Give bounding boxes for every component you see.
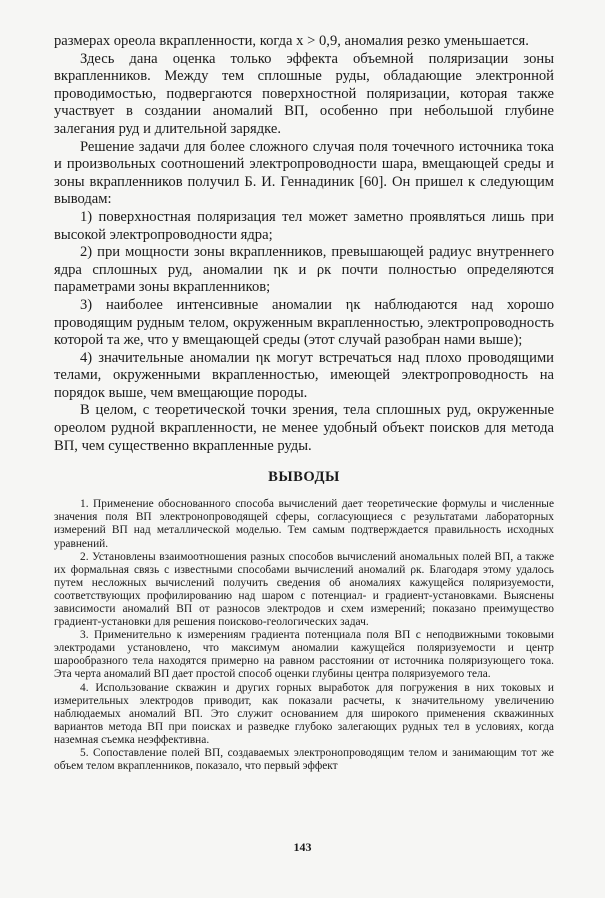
page-body [54,33,554,773]
conclusion-list-item: 4) значительные аномалии ηк могут встречаться над плохо проводящими телами, окруженными вкрапленностью, имеющей электропроводность на порядок выше, чем вмещающие породы. [54,349,554,401]
conclusions-item: 1. Применение обоснованного способа вычислений дает теоретические формулы и численные значения поля ВП электронопроводящей сферы, согласующиеся с результатами лабораторных измерений ВП над металлической моделью. Тем самым подтверждается правильность исходных уравнений. [54,498,554,550]
conclusions-item: 4. Использование скважин и других горных выработок для погружения в них токовых и измерительных электродов приводит, как показали расчеты, к значительному увеличению наблюдаемых аномалий ВП. Это служит основанием для широкого применения скважинных вариантов метода ВП при поисках и разведке глубоко залегающих рудных тел в условиях, когда наземная съемка неэффективна. [54,681,554,746]
conclusions-item: 3. Применительно к измерениям градиента потенциала поля ВП с неподвижными токовыми электродами установлено, что максимум аномалии кажущейся поляризуемости и центр шарообразного тела находятся примерно на равном расстоянии от источника поляризующего тока. Эта черта аномалий ВП дает простой способ оценки глубины центра поляризуемого тела. [54,629,554,681]
conclusion-list-item: 1) поверхностная поляризация тел может заметно проявляться лишь при высокой электропроводности ядра; [54,208,554,243]
conclusion-list-item: 3) наиболее интенсивные аномалии ηк наблюдаются над хорошо проводящим рудным телом, окруженным вкрапленностью, электропроводность которой та же, что у вмещающей среды (этот случай разобран нами выше); [54,296,554,349]
conclusion-list-item: 2) при мощности зоны вкрапленников, превышающей радиус внутреннего ядра сплошных руд, аномалии ηк и ρк почти полностью определяются параметрами зоны вкрапленников; [54,244,554,296]
conclusions-item: 5. Сопоставление полей ВП, создаваемых электронопроводящим телом и занимающим тот же объем телом вкрапленников, показало, что первый эффект [54,747,554,773]
paragraph-summary: В целом, с теоретической точки зрения, тела сплошных руд, окруженные ореолом рудной вкрапленности, не менее удобный объект поисков для метода ВП, чем существенно вкрапленные руды. [54,402,554,454]
paragraph-surface-polarization: Здесь дана оценка только эффекта объемной поляризации зоны вкрапленников. Между тем сплошные руды, обладающие электронной проводимостью, подвергаются поверхностной поляризации, которая также участвует в создании аномалий ВП, особенно при небольшой глубине залегания руд и длительной зарядке. [54,50,554,137]
section-heading: ВЫВОДЫ [268,469,340,486]
paragraph-continuation: размерах ореола вкрапленности, когда x > 0,9, аномалия резко уменьшается. [54,33,529,49]
conclusions-item: 2. Установлены взаимоотношения разных способов вычислений аномальных полей ВП, а также их формальная связь с известными способами вычислений аномалий ρк. Благодаря этому удалось путем несложных вычислений получить сведения об аномалиях кажущейся поляризуемости, соответствующих профилированию над шаром с потенциал- и градиент-установками. Выяснены зависимости аномалий ВП от разносов электродов и схем измерений; показано преимущество градиент-установки для решения поисково-геологических задач. [54,550,554,629]
paragraph-gennadinik: Решение задачи для более сложного случая поля точечного источника тока и произвольных соотношений электропроводности шара, вмещающей среды и зоны вкрапленников получил Б. И. Геннадиник [60]. Он пришел к следующим выводам: [54,138,554,208]
page-number: 143 [293,840,312,854]
